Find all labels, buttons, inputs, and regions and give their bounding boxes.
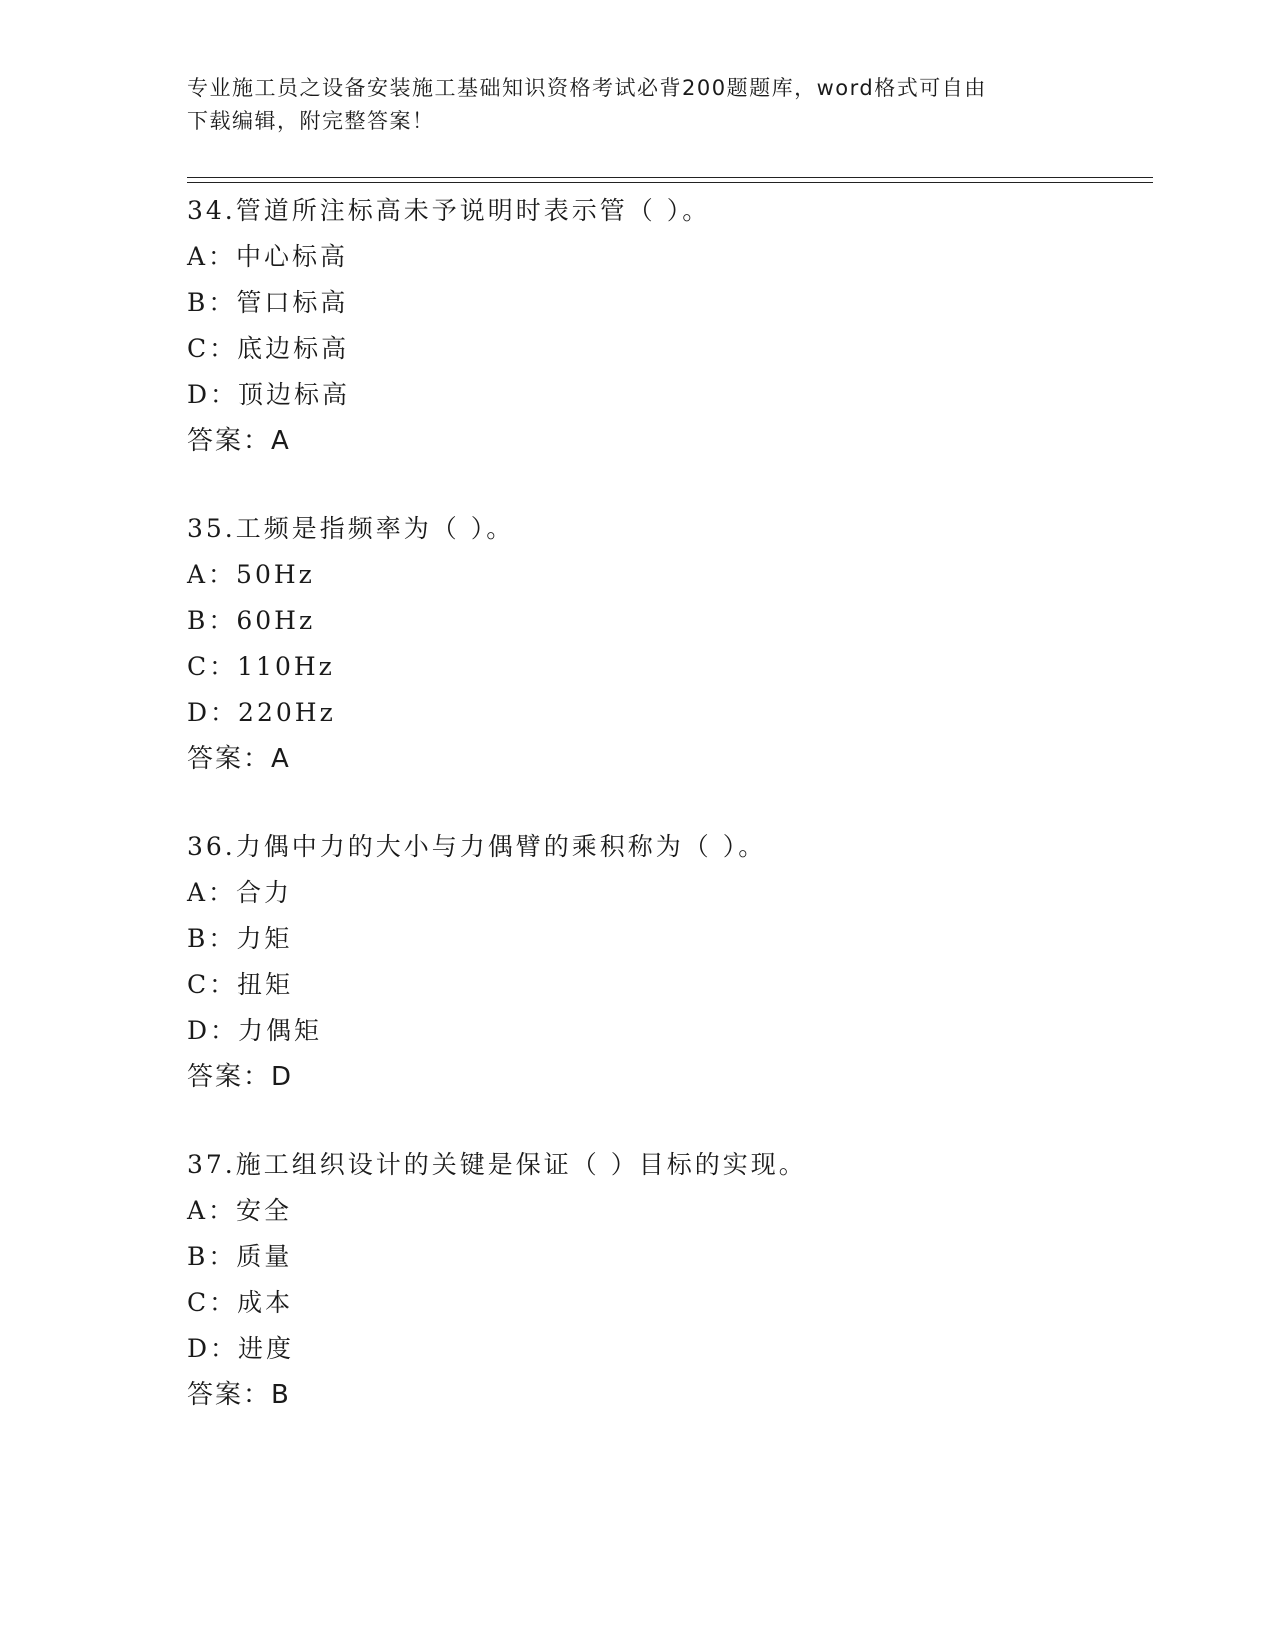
option-d: D：力偶矩 bbox=[187, 1016, 323, 1045]
question-37 bbox=[187, 1150, 1147, 1426]
answer: 答案：A bbox=[187, 744, 291, 774]
header-divider-bottom bbox=[187, 182, 1153, 183]
option-a: A：合力 bbox=[187, 878, 293, 907]
option-b: B：60Hz bbox=[187, 606, 316, 635]
question-36 bbox=[187, 832, 1147, 1108]
option-d: D：220Hz bbox=[187, 698, 336, 727]
answer: 答案：A bbox=[187, 426, 291, 456]
answer: 答案：B bbox=[187, 1380, 291, 1410]
option-a: A：安全 bbox=[187, 1196, 293, 1225]
question-stem: 34.管道所注标高未予说明时表示管（ ）。 bbox=[187, 196, 711, 225]
option-c: C：110Hz bbox=[187, 652, 335, 681]
option-c: C：底边标高 bbox=[187, 334, 350, 363]
question-35 bbox=[187, 514, 1147, 790]
question-stem: 37.施工组织设计的关键是保证（ ）目标的实现。 bbox=[187, 1150, 807, 1179]
header-line-2: 下载编辑，附完整答案！ bbox=[187, 109, 435, 133]
option-a: A：50Hz bbox=[187, 560, 315, 589]
option-d: D：顶边标高 bbox=[187, 380, 351, 409]
option-b: B：质量 bbox=[187, 1242, 293, 1271]
option-c: C：成本 bbox=[187, 1288, 294, 1317]
option-b: B：力矩 bbox=[187, 924, 293, 953]
option-c: C：扭矩 bbox=[187, 970, 294, 999]
answer: 答案：D bbox=[187, 1062, 294, 1092]
question-stem: 35.工频是指频率为（ ）。 bbox=[187, 514, 515, 543]
question-stem: 36.力偶中力的大小与力偶臂的乘积称为（ ）。 bbox=[187, 832, 767, 861]
document-header bbox=[187, 72, 1087, 138]
header-divider-top bbox=[187, 177, 1153, 178]
option-a: A：中心标高 bbox=[187, 242, 349, 271]
header-line-1: 专业施工员之设备安装施工基础知识资格考试必背200题题库，word格式可自由 bbox=[187, 76, 987, 100]
option-d: D：进度 bbox=[187, 1334, 295, 1363]
option-b: B：管口标高 bbox=[187, 288, 349, 317]
question-34 bbox=[187, 196, 1147, 472]
